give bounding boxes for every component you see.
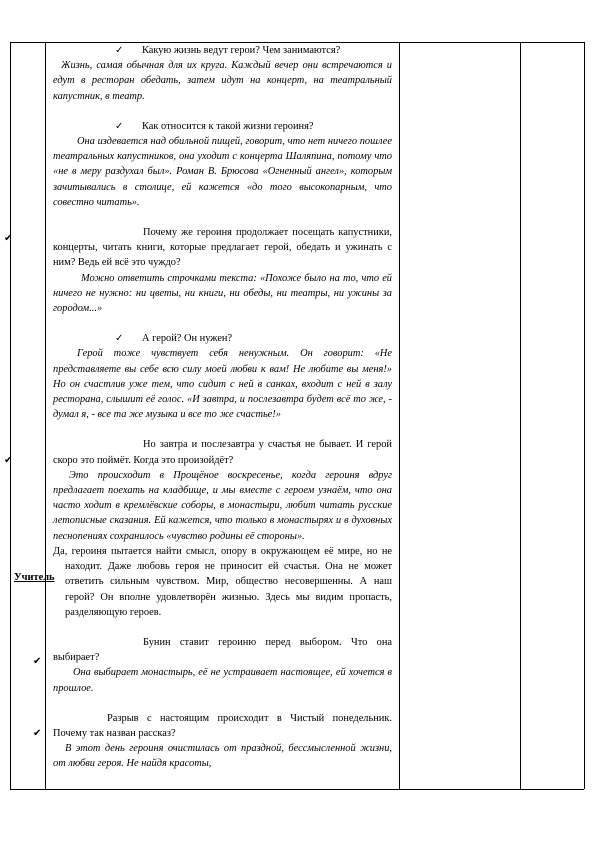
answer-5: Это происходит в Прощёное воскресенье, когда героиня вдруг предлагает поехать на кладбище, и мы вместе с героем узнаём, что она часто ходит в кремлёвские соборы, в монастыри, любит читать русские летописные сказания. Ей кажется, что только в монастырях и в духовных песнопениях сохранилось «чувство родины её стороны». <box>53 469 392 542</box>
table-border-col1 <box>45 42 46 789</box>
table-border-col3 <box>520 42 521 789</box>
lesson-text-column <box>53 43 392 772</box>
check-mark-icon: ✔ <box>4 233 13 244</box>
answer-4: Герой тоже чувствует себя ненужным. Он говорит: «Не представляете вы себе всю силу моей любви к вам! Не любите вы меня!» Но он счастлив уже тем, что сидит с ней в санках, входит с ней в залу ресторана, слышит её голос. «И завтра, и послезавтра будет всё то же, - думал я, - все та же музыка и все то же счастье!» <box>53 348 392 421</box>
question-1 <box>53 43 392 58</box>
answer-2: Она издевается над обильной пищей, говорит, что нет ничего пошлее театральных капустников, она уходит с концерта Шаляпина, потому что «не в меру раздухал был». Роман В. Брюсова «Огненный ангел», которым зачитывались в столице, ей кажется «до того высокопарным, что совестно читать». <box>53 136 392 208</box>
teacher-remark: Да, героиня пытается найти смысл, опору в окружающем её мире, но не находит. Даже любовь героя не приносит ей счастья. Она не может ответить сильным чувством. Мир, общество несовершенны. А наш герой? Он вполне удовлетворён жизнью. Здесь мы видим пропасть, разделяющую героев. <box>53 545 392 618</box>
question-2 <box>53 119 392 134</box>
question-text: А герой? Он нужен? <box>142 333 233 345</box>
answer-1: Жизнь, самая обычная для их круга. Каждый вечер они встречаются и едут в ресторан обедать, затем идут на концерт, на театральный капустник, в театр. <box>53 60 392 102</box>
answer-3: Можно ответить строчками текста: «Похоже было на то, что ей ничего не нужно: ни цветы, ни книги, ни обеды, ни театры, ни ужины за городом...» <box>53 272 392 315</box>
check-mark-icon: ✓ <box>115 45 124 56</box>
table-border-bottom <box>10 789 584 790</box>
table-border-col2 <box>399 42 400 789</box>
table-border-right <box>584 42 585 789</box>
question-3: Почему же героиня продолжает посещать капустники, концерты, читать книги, которые предлагает герой, обедать и ужинать с ним? Ведь ей всё это чуждо? <box>53 227 392 269</box>
check-mark-icon: ✔ <box>4 455 13 466</box>
question-5: Но завтра и послезавтра у счастья не бывает. И герой скоро это поймёт. Когда это произойдёт? <box>53 439 392 466</box>
question-7: Разрыв с настоящим происходит в Чистый понедельник. Почему так назван рассказ? <box>53 712 392 739</box>
question-text: Какую жизнь ведут герои? Чем занимаются? <box>142 45 341 56</box>
teacher-label: Учитель <box>14 572 55 583</box>
check-mark-icon: ✔ <box>33 728 42 739</box>
table-border-left <box>10 42 11 789</box>
answer-6: Она выбирает монастырь, её не устраивает настоящее, ей хочется в прошлое. <box>53 667 392 694</box>
question-text: Как относится к такой жизни героиня? <box>142 120 314 132</box>
check-mark-icon: ✓ <box>115 120 124 132</box>
question-4 <box>53 331 392 346</box>
answer-7: В этот день героиня очистилась от праздной, бессмысленной жизни, от любви героя. Не найдя красоты, <box>53 743 392 770</box>
question-6: Бунин ставит героиню перед выбором. Что она выбирает? <box>53 636 392 664</box>
check-mark-icon: ✔ <box>33 656 42 667</box>
check-mark-icon: ✓ <box>115 333 124 345</box>
